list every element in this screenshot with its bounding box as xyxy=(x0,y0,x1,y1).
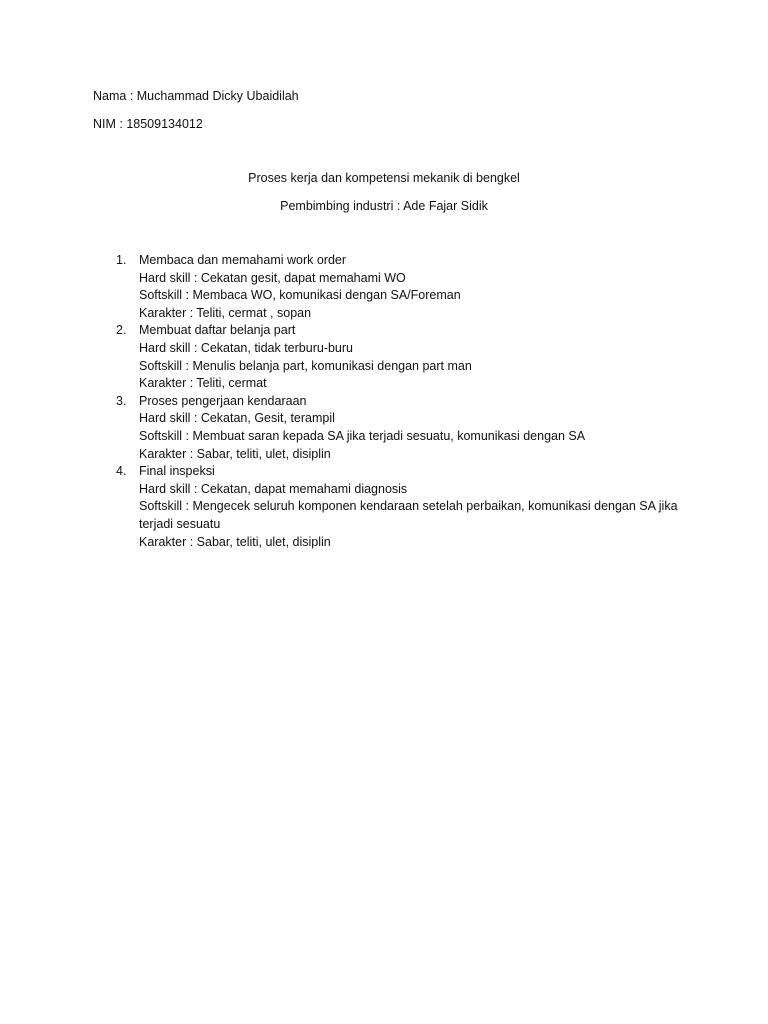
list-item-number: 2. xyxy=(116,323,127,338)
student-nim: NIM : 18509134012 xyxy=(93,117,203,131)
list-item-title: Proses pengerjaan kendaraan xyxy=(139,393,307,408)
document-title: Proses kerja dan kompetensi mekanik di bengkel xyxy=(248,171,520,185)
document-subtitle: Pembimbing industri : Ade Fajar Sidik xyxy=(280,199,488,213)
list-item-title: Final inspeksi xyxy=(139,464,215,479)
list-item-soft-skill: Softskill : Menulis belanja part, komunikasi dengan part man xyxy=(139,358,472,373)
list-item-soft-skill: Softskill : Mengecek seluruh komponen kendaraan setelah perbaikan, komunikasi dengan SA jika terjadi sesuatu xyxy=(139,499,678,531)
list-item-karakter: Karakter : Sabar, teliti, ulet, disiplin xyxy=(139,446,331,461)
list-item-karakter: Karakter : Teliti, cermat xyxy=(139,376,267,391)
list-item-body xyxy=(139,252,684,322)
list-item-hard-skill: Hard skill : Cekatan gesit, dapat memahami WO xyxy=(139,270,406,285)
process-list xyxy=(0,252,768,551)
list-item-number: 3. xyxy=(116,393,127,408)
list-item-hard-skill: Hard skill : Cekatan, Gesit, terampil xyxy=(139,411,335,426)
list-item-number: 4. xyxy=(116,464,127,479)
list-item-title: Membaca dan memahami work order xyxy=(139,253,347,267)
list-item-soft-skill: Softskill : Membaca WO, komunikasi dengan SA/Foreman xyxy=(139,288,461,303)
list-item-body xyxy=(139,463,684,551)
list-item-number: 1. xyxy=(116,253,127,267)
list-item xyxy=(0,322,768,392)
list-item xyxy=(0,393,768,463)
list-item-karakter: Karakter : Sabar, teliti, ulet, disiplin xyxy=(139,534,331,549)
list-item-body xyxy=(139,393,684,463)
list-item xyxy=(0,463,768,551)
list-item-hard-skill: Hard skill : Cekatan, tidak terburu-buru xyxy=(139,340,353,355)
list-item-body xyxy=(139,322,684,392)
list-item-soft-skill: Softskill : Membuat saran kepada SA jika terjadi sesuatu, komunikasi dengan SA xyxy=(139,428,586,443)
list-item-hard-skill: Hard skill : Cekatan, dapat memahami diagnosis xyxy=(139,481,408,496)
list-item-karakter: Karakter : Teliti, cermat , sopan xyxy=(139,305,312,320)
list-item xyxy=(0,252,768,322)
list-item-title: Membuat daftar belanja part xyxy=(139,323,296,338)
student-name: Nama : Muchammad Dicky Ubaidilah xyxy=(93,89,299,103)
